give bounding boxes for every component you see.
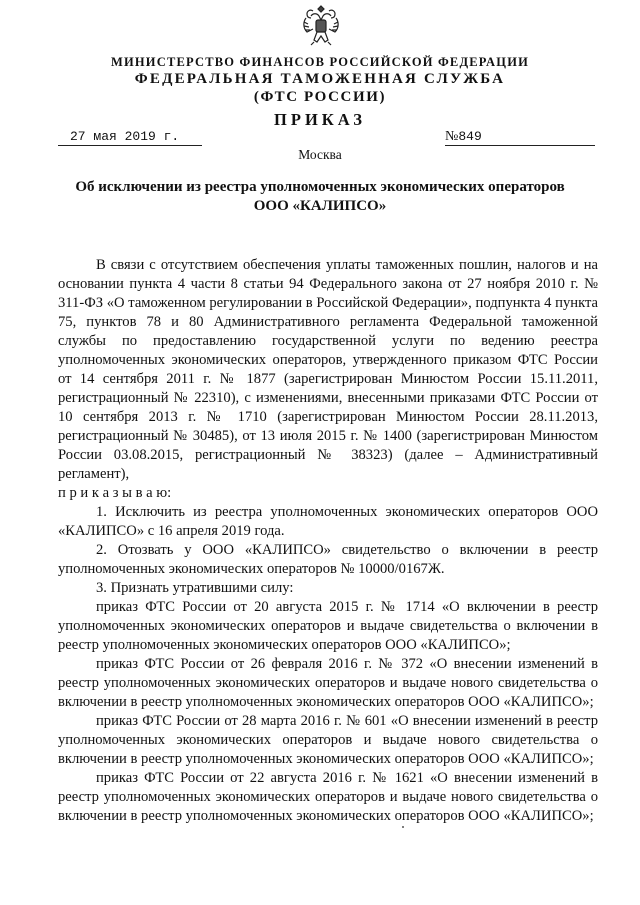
coat-of-arms-emblem — [300, 2, 342, 48]
preamble-paragraph: В связи с отсутствием обеспечения уплаты таможенных пошлин, налогов и на основании пункта 4 части 8 статьи 94 Федерального закона от 27 ноября 2010 г. № 311-ФЗ «О таможенном регулировании в Российской Федерации», подпункта 4 пункта 75, пунктов 78 и 80 Административного регламента Федеральной таможенной службы по предоставлению государственной услуги по ведению реестра уполномоченных экономических операторов, утвержденного приказом ФТС России от 14 сентября 2011 г. № 1877 (зарегистрирован Минюстом России 15.11.2011, регистрационный № 22310), с изменениями, внесенными приказами ФТС России от 10 сентября 2013 г. № 1710 (зарегистрирован Минюстом России 28.11.2013, регистрационный № 30485), от 13 июля 2015 г. № 1400 (зарегистрирован Минюстом России 03.08.2015, регистрационный № 38323) (далее – Административный регламент), — [58, 257, 598, 482]
revoked-order-1: приказ ФТС России от 20 августа 2015 г. № 1714 «О включении в реестр уполномоченных экономических операторов и выдаче свидетельства о включении в реестр уполномоченных экономических операторов ООО «КАЛИПСО»; — [58, 599, 598, 653]
item-3: 3. Признать утратившими силу: — [96, 580, 294, 596]
order-number — [445, 129, 595, 146]
order-date: 27 мая 2019 г. — [58, 129, 202, 146]
title-line-1: Об исключении из реестра уполномоченных экономических операторов — [75, 179, 565, 195]
title-line-2: ООО «КАЛИПСО» — [253, 198, 387, 214]
service-abbreviation: (ФТС РОССИИ) — [253, 89, 387, 105]
document-title — [0, 178, 640, 216]
item-1: 1. Исключить из реестра уполномоченных экономических операторов ООО «КАЛИПСО» с 16 апреля 2019 года. — [58, 504, 598, 539]
command-word: п р и к а з ы в а ю: — [58, 485, 172, 501]
number-value: 849 — [458, 129, 482, 144]
revoked-order-4: приказ ФТС России от 22 августа 2016 г. № 1621 «О внесении изменений в реестр уполномоченных экономических операторов и выдаче нового свидетельства о включении в реестр уполномоченных экономических операторов ООО «КАЛИПСО»; — [58, 770, 598, 824]
revoked-order-3: приказ ФТС России от 28 марта 2016 г. № 601 «О внесении изменений в реестр уполномоченных экономических операторов и выдаче нового свидетельства о включении в реестр уполномоченных экономических операторов ООО «КАЛИПСО»; — [58, 713, 598, 767]
double-headed-eagle-icon — [300, 2, 342, 48]
document-body — [58, 256, 598, 826]
revoked-order-2: приказ ФТС России от 26 февраля 2016 г. № 372 «О внесении изменений в реестр уполномоченных экономических операторов и выдаче нового свидетельства о включении в реестр уполномоченных экономических операторов ООО «КАЛИПСО»; — [58, 656, 598, 710]
service-name: ФЕДЕРАЛЬНАЯ ТАМОЖЕННАЯ СЛУЖБА — [134, 71, 506, 87]
document-type: ПРИКАЗ — [274, 110, 366, 129]
ministry-name: МИНИСТЕРСТВО ФИНАНСОВ РОССИЙСКОЙ ФЕДЕРАЦИИ — [110, 55, 530, 69]
number-sign: № — [445, 129, 459, 144]
item-2: 2. Отозвать у ООО «КАЛИПСО» свидетельство о включении в реестр уполномоченных экономических операторов № 10000/0167Ж. — [58, 542, 598, 577]
city: Москва — [298, 147, 342, 162]
scan-speck — [402, 826, 404, 828]
